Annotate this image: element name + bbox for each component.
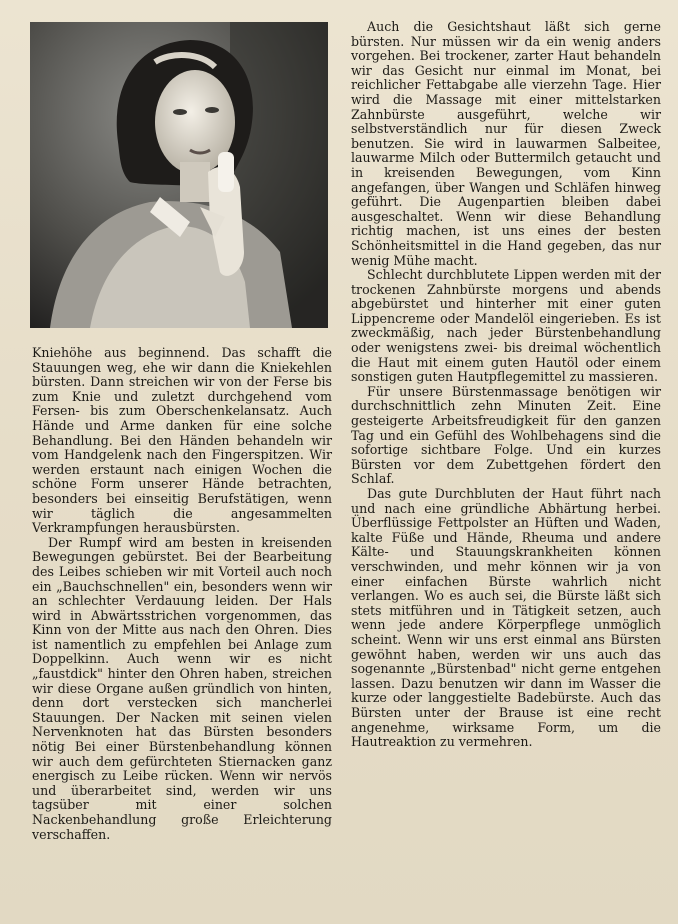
left-text-column [32,346,332,842]
paragraph: Auch die Gesichtshaut läßt sich gerne bürsten. Nur müssen wir da ein wenig anders vorgehen. Bei trockener, zarter Haut behandeln wir das Gesicht nur einmal im Monat, bei reichlicher Fettabgabe alle vierzehn Tage. Hier wird die Massage mit einer mittelstarken Zahnbürste ausgeführt, welche wir selbstverständlich nur für diesen Zweck benutzen. Sie wird in lauwarmen Salbeitee, lauwarme Milch oder Buttermilch getaucht und in kreisenden Bewegungen, vom Kinn angefangen, über Wangen und Schläfen hinweg geführt. Die Augenpartien bleiben dabei ausgeschaltet. Wenn wir diese Behandlung richtig machen, ist uns eines der besten Schönheitsmittel in die Hand gegeben, das nur wenig Mühe macht. [351,19,661,268]
paragraph: Der Rumpf wird am besten in kreisenden Bewegungen gebürstet. Bei der Bearbeitung des Leibes schieben wir mit Vorteil auch noch ein „Bauchschnellen" ein, besonders wenn wir an schlechter Verdauung leiden. Der Hals wird in Abwärtsstrichen vorgenommen, das Kinn von der Mitte aus nach den Ohren. Dies ist namentlich zu empfehlen bei Anlage zum Doppelkinn. Auch wenn wir es nicht „faustdick" hinter den Ohren haben, streichen wir diese Organe außen gründlich von hinten, denn dort verstecken sich mancherlei Stauungen. Der Nacken mit seinen vielen Nervenknoten hat das Bürsten besonders nötig Bei einer Bürstenbehandlung können wir auch dem gefürchteten Stiernacken ganz energisch zu Leibe rücken. Wenn wir nervös und überarbeitet sind, werden wir uns tagsüber mit einer solchen Nackenbehandlung große Erleichterung verschaffen. [32,534,332,842]
paragraph: Das gute Durchbluten der Haut führt nach und nach eine gründliche Abhärtung herbei. Überflüssige Fettpolster an Hüften und Waden, kalte Füße und Hände, Rheuma und andere Kälte- und Stauungskrankheiten können verschwinden, und mehr können wir ja von einer einfachen Bürste wahrlich nicht verlangen. Wo es auch sei, die Bürste läßt sich stets mitführen und in Tätigkeit setzen, auch wenn jede andere Körperpflege unmöglich scheint. Wenn wir uns erst einmal ans Bürsten gewöhnt haben, werden wir uns auch das sogenannte „Bürstenbad" nicht gerne entgehen lassen. Dazu benutzen wir dann im Wasser die kurze oder langgestielte Badebürste. Auch das Bürsten unter der Brause ist eine recht angenehme, wirksame Form, um die Hautreaktion zu vermehren. [351,486,661,750]
paragraph: Schlecht durchblutete Lippen werden mit der trockenen Zahnbürste morgens und abends abgebürstet und hinterher mit einer guten Lippencreme oder Mandelöl eingerieben. Es ist zweckmäßig, nach jeder Bürstenbehandlung oder wenigstens zwei- bis dreimal wöchentlich die Haut mit einem guten Hautöl oder einem sonstigen guten Hautpflegemittel zu massieren. [351,267,661,385]
portrait-photo [30,22,328,328]
portrait-illustration [30,22,328,328]
paragraph: Kniehöhe aus beginnend. Das schafft die Stauungen weg, ehe wir dann die Kniekehlen bürsten. Dann streichen wir von der Ferse bis zum Knie und zuletzt durchgehend vom Fersen- bis zum Oberschenkelansatz. Auch Hände und Arme danken für eine solche Behandlung. Bei den Händen behandeln wir vom Handgelenk nach den Fingerspitzen. Wir werden erstaunt nach einigen Wochen die schöne Form unserer Hände betrachten, besonders bei einseitig Berufstätigen, wenn wir täglich die angesammelten Verkrampfungen herausbürsten. [32,345,332,536]
right-text-column [351,20,661,750]
paragraph: Für unsere Bürstenmassage benötigen wir durchschnittlich zehn Minuten Zeit. Eine gesteigerte Arbeitsfreudigkeit für den ganzen Tag und ein Gefühl des Wohlbehagens sind die sofortige sichtbare Folge. Und ein kurzes Bürsten vor dem Zubettgehen fördert den Schlaf. [351,383,661,487]
